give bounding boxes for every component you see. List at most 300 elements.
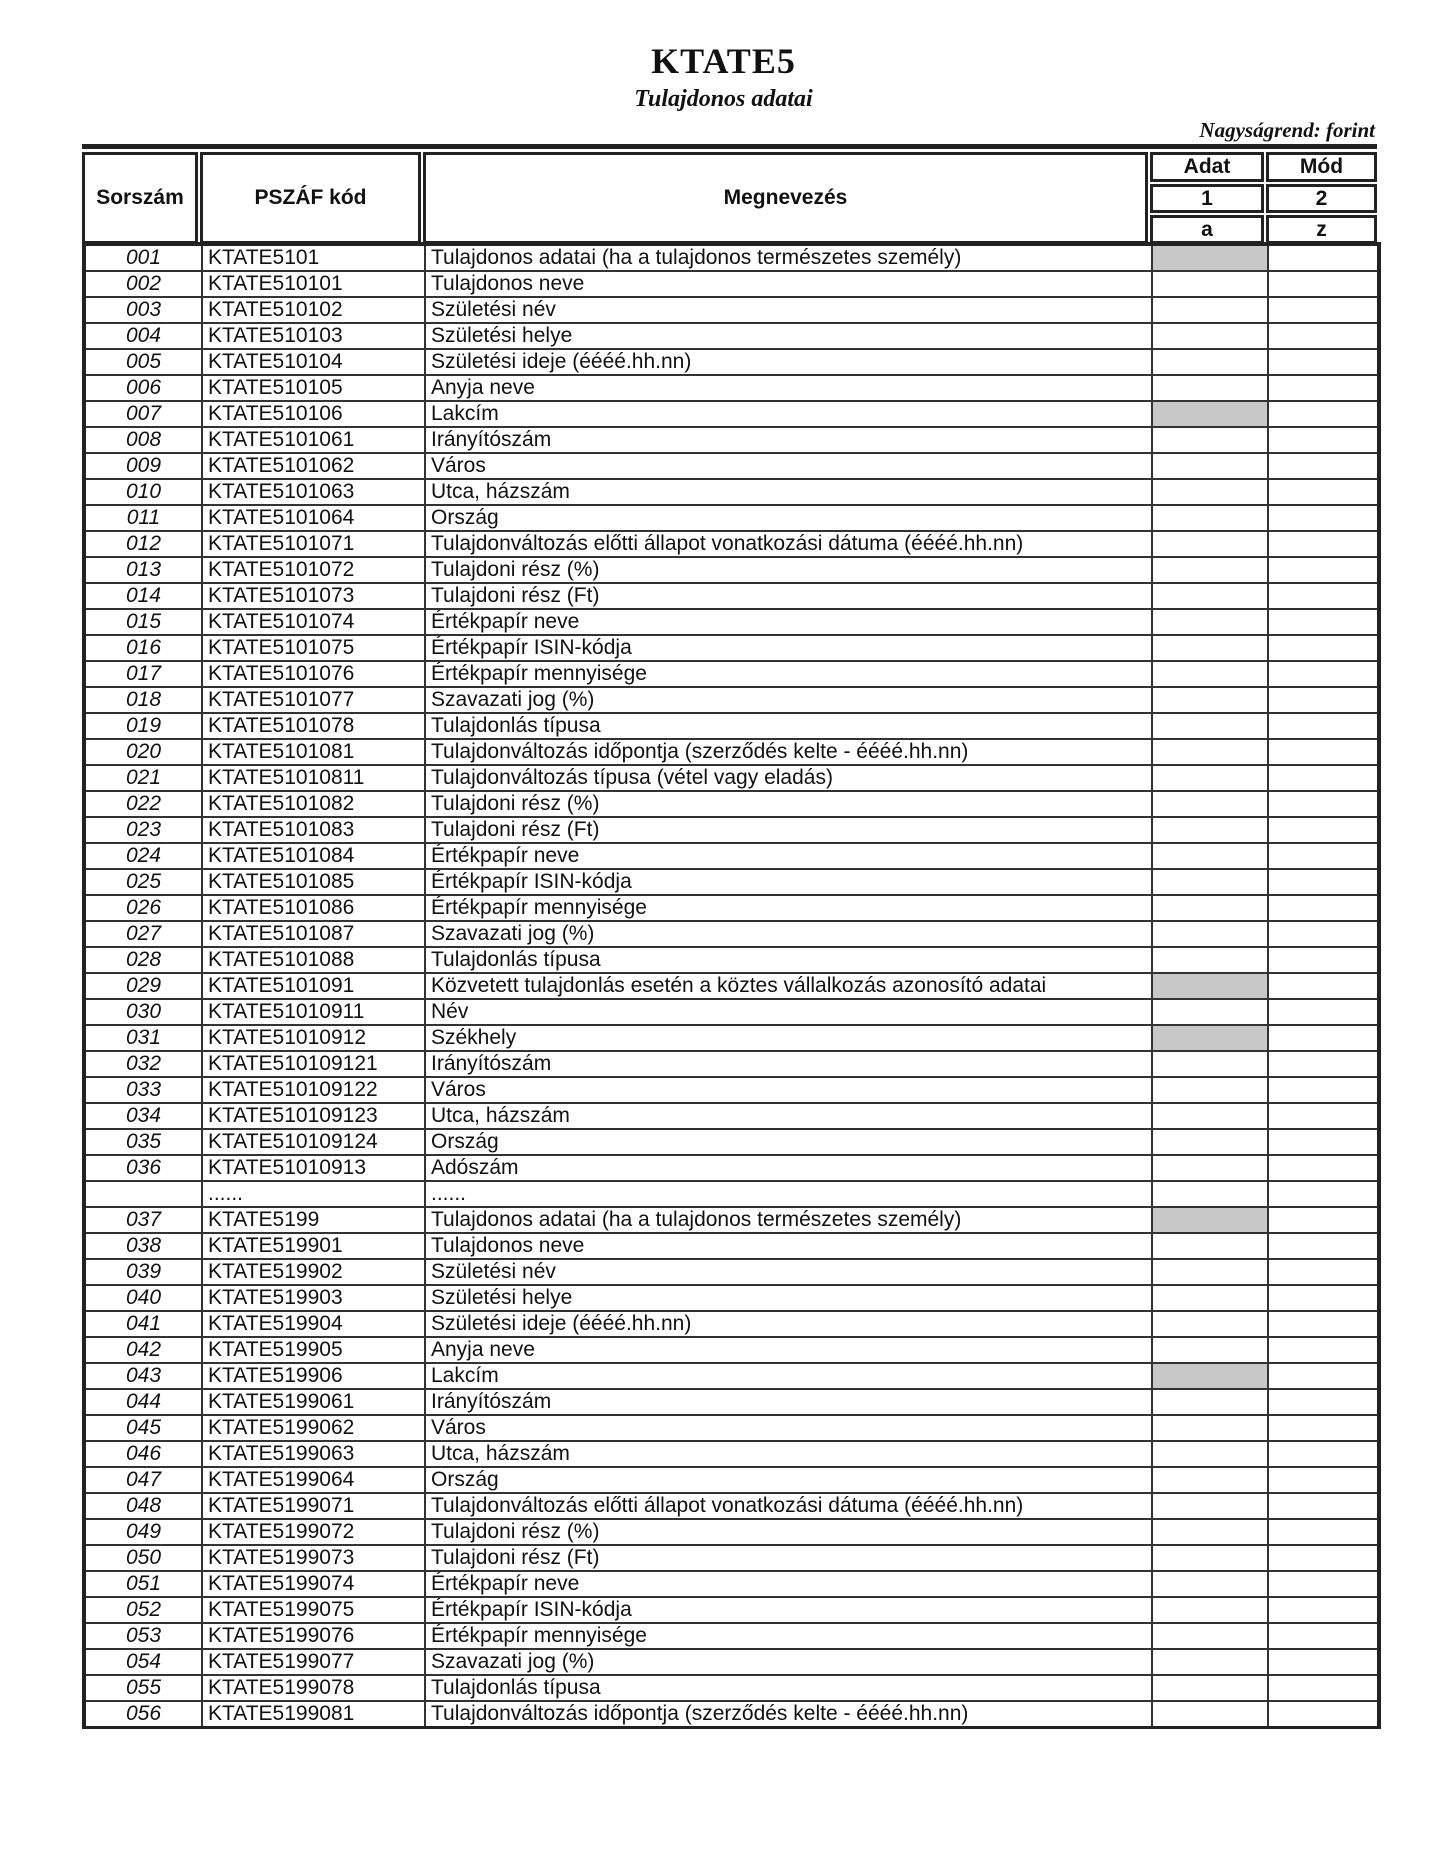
table-header (82, 144, 1377, 242)
row-sorszam: 037 (84, 1207, 202, 1233)
row-megnevezes: Utca, házszám (425, 1441, 1152, 1467)
row-mod-cell[interactable] (1268, 1025, 1379, 1051)
row-mod-cell[interactable] (1268, 1519, 1379, 1545)
row-megnevezes: Születési ideje (éééé.hh.nn) (425, 1311, 1152, 1337)
row-megnevezes: Város (425, 1415, 1152, 1441)
row-pszaf-kod: KTATE510109123 (202, 1103, 425, 1129)
table-row (84, 817, 1379, 843)
row-sorszam: 015 (84, 609, 202, 635)
table-row (84, 557, 1379, 583)
row-adat-cell[interactable] (1152, 323, 1268, 349)
row-pszaf-kod: KTATE510102 (202, 297, 425, 323)
row-pszaf-kod: KTATE519905 (202, 1337, 425, 1363)
row-mod-cell[interactable] (1268, 1155, 1379, 1181)
row-mod-cell[interactable] (1268, 1389, 1379, 1415)
row-sorszam: 003 (84, 297, 202, 323)
row-adat-cell[interactable] (1152, 244, 1268, 271)
table-row (84, 661, 1379, 687)
row-mod-cell[interactable] (1268, 1649, 1379, 1675)
row-megnevezes: Értékpapír mennyisége (425, 895, 1152, 921)
row-sorszam: 042 (84, 1337, 202, 1363)
table-row (84, 921, 1379, 947)
row-sorszam: 025 (84, 869, 202, 895)
page-subtitle: Tulajdonos adatai (634, 86, 813, 112)
row-sorszam: 040 (84, 1285, 202, 1311)
row-adat-cell[interactable] (1152, 1519, 1268, 1545)
row-adat-cell[interactable] (1152, 1701, 1268, 1728)
row-sorszam: 034 (84, 1103, 202, 1129)
row-megnevezes: Irányítószám (425, 1389, 1152, 1415)
row-sorszam: 052 (84, 1597, 202, 1623)
header-pszaf-kod: PSZÁF kód (200, 152, 421, 244)
row-mod-cell[interactable] (1268, 1233, 1379, 1259)
row-adat-cell[interactable] (1152, 1467, 1268, 1493)
row-pszaf-kod: KTATE5199063 (202, 1441, 425, 1467)
row-pszaf-kod: KTATE5101083 (202, 817, 425, 843)
row-pszaf-kod: KTATE5101073 (202, 583, 425, 609)
row-mod-cell[interactable] (1268, 323, 1379, 349)
row-mod-cell[interactable] (1268, 505, 1379, 531)
table-row (84, 1649, 1379, 1675)
row-pszaf-kod: KTATE5101091 (202, 973, 425, 999)
row-adat-cell[interactable] (1152, 635, 1268, 661)
table-row (84, 635, 1379, 661)
row-megnevezes: Lakcím (425, 1363, 1152, 1389)
row-sorszam: 035 (84, 1129, 202, 1155)
table-row (84, 895, 1379, 921)
table-body (84, 244, 1379, 1728)
row-pszaf-kod: KTATE5101081 (202, 739, 425, 765)
table-row (84, 1077, 1379, 1103)
row-pszaf-kod: KTATE510106 (202, 401, 425, 427)
row-megnevezes: Tulajdonváltozás előtti állapot vonatkozási dátuma (éééé.hh.nn) (425, 1493, 1152, 1519)
row-sorszam: 026 (84, 895, 202, 921)
row-megnevezes: Tulajdonlás típusa (425, 1675, 1152, 1701)
row-adat-cell[interactable] (1152, 1181, 1268, 1207)
row-sorszam: 047 (84, 1467, 202, 1493)
row-adat-cell[interactable] (1152, 1623, 1268, 1649)
row-pszaf-kod: KTATE5199 (202, 1207, 425, 1233)
table-row (84, 1025, 1379, 1051)
row-adat-cell[interactable] (1152, 505, 1268, 531)
row-mod-cell[interactable] (1268, 1129, 1379, 1155)
row-megnevezes: Anyja neve (425, 1337, 1152, 1363)
row-pszaf-kod: KTATE5199061 (202, 1389, 425, 1415)
row-sorszam: 056 (84, 1701, 202, 1728)
row-adat-cell[interactable] (1152, 1649, 1268, 1675)
row-adat-cell[interactable] (1152, 713, 1268, 739)
row-pszaf-kod: KTATE519904 (202, 1311, 425, 1337)
row-pszaf-kod: KTATE5101071 (202, 531, 425, 557)
row-megnevezes: Tulajdoni rész (Ft) (425, 583, 1152, 609)
row-mod-cell[interactable] (1268, 1701, 1379, 1728)
table-row (84, 739, 1379, 765)
table-row (84, 1311, 1379, 1337)
row-megnevezes: Születési helye (425, 1285, 1152, 1311)
table-row (84, 1129, 1379, 1155)
header-mod-num: 2 (1266, 184, 1377, 213)
row-megnevezes: Születési név (425, 1259, 1152, 1285)
row-megnevezes: Születési név (425, 297, 1152, 323)
row-adat-cell[interactable] (1152, 375, 1268, 401)
row-megnevezes: Lakcím (425, 401, 1152, 427)
row-sorszam: 021 (84, 765, 202, 791)
row-pszaf-kod: KTATE5101074 (202, 609, 425, 635)
row-sorszam: 012 (84, 531, 202, 557)
table-row (84, 1363, 1379, 1389)
row-adat-cell[interactable] (1152, 1545, 1268, 1571)
row-megnevezes: Értékpapír neve (425, 843, 1152, 869)
table-row (84, 401, 1379, 427)
row-mod-cell[interactable] (1268, 375, 1379, 401)
row-sorszam: 018 (84, 687, 202, 713)
row-mod-cell[interactable] (1268, 973, 1379, 999)
row-mod-cell[interactable] (1268, 1285, 1379, 1311)
table-row (84, 1467, 1379, 1493)
row-adat-cell[interactable] (1152, 791, 1268, 817)
row-sorszam: 011 (84, 505, 202, 531)
row-mod-cell[interactable] (1268, 947, 1379, 973)
row-megnevezes: Utca, házszám (425, 479, 1152, 505)
row-mod-cell[interactable] (1268, 1077, 1379, 1103)
table-row (84, 869, 1379, 895)
row-mod-cell[interactable] (1268, 583, 1379, 609)
row-megnevezes: Adószám (425, 1155, 1152, 1181)
row-adat-cell[interactable] (1152, 895, 1268, 921)
row-megnevezes: Tulajdonlás típusa (425, 947, 1152, 973)
table-row (84, 1051, 1379, 1077)
row-sorszam: 013 (84, 557, 202, 583)
row-pszaf-kod: KTATE5101086 (202, 895, 425, 921)
row-adat-cell[interactable] (1152, 1363, 1268, 1389)
row-pszaf-kod: KTATE5101087 (202, 921, 425, 947)
row-adat-cell[interactable] (1152, 297, 1268, 323)
row-megnevezes: Tulajdoni rész (Ft) (425, 1545, 1152, 1571)
row-mod-cell[interactable] (1268, 453, 1379, 479)
row-adat-cell[interactable] (1152, 1441, 1268, 1467)
table-row (84, 453, 1379, 479)
row-adat-cell[interactable] (1152, 271, 1268, 297)
table-row (84, 1233, 1379, 1259)
row-megnevezes: Tulajdonos neve (425, 1233, 1152, 1259)
row-megnevezes: Tulajdoni rész (%) (425, 1519, 1152, 1545)
header-mod-letter: z (1266, 215, 1377, 244)
row-pszaf-kod: KTATE510104 (202, 349, 425, 375)
row-pszaf-kod: KTATE519901 (202, 1233, 425, 1259)
row-sorszam: 006 (84, 375, 202, 401)
row-adat-cell[interactable] (1152, 999, 1268, 1025)
table-row (84, 297, 1379, 323)
row-sorszam: 041 (84, 1311, 202, 1337)
row-pszaf-kod: KTATE5101084 (202, 843, 425, 869)
row-pszaf-kod: KTATE5199071 (202, 1493, 425, 1519)
row-pszaf-kod: KTATE5101078 (202, 713, 425, 739)
row-mod-cell[interactable] (1268, 1415, 1379, 1441)
row-adat-cell[interactable] (1152, 1389, 1268, 1415)
table-row (84, 609, 1379, 635)
row-pszaf-kod: KTATE5101061 (202, 427, 425, 453)
row-adat-cell[interactable] (1152, 1285, 1268, 1311)
row-adat-cell[interactable] (1152, 1493, 1268, 1519)
row-sorszam: 005 (84, 349, 202, 375)
row-mod-cell[interactable] (1268, 1623, 1379, 1649)
row-mod-cell[interactable] (1268, 635, 1379, 661)
row-mod-cell[interactable] (1268, 479, 1379, 505)
row-megnevezes: Irányítószám (425, 1051, 1152, 1077)
row-adat-cell[interactable] (1152, 921, 1268, 947)
row-pszaf-kod: KTATE5101076 (202, 661, 425, 687)
row-megnevezes: Város (425, 1077, 1152, 1103)
row-mod-cell[interactable] (1268, 661, 1379, 687)
row-sorszam: 030 (84, 999, 202, 1025)
row-pszaf-kod: KTATE5199075 (202, 1597, 425, 1623)
row-mod-cell[interactable] (1268, 297, 1379, 323)
row-adat-cell[interactable] (1152, 1207, 1268, 1233)
row-adat-cell[interactable] (1152, 453, 1268, 479)
row-adat-cell[interactable] (1152, 1103, 1268, 1129)
row-adat-cell[interactable] (1152, 609, 1268, 635)
table-row (84, 1259, 1379, 1285)
row-pszaf-kod: KTATE5101088 (202, 947, 425, 973)
row-adat-cell[interactable] (1152, 947, 1268, 973)
row-mod-cell[interactable] (1268, 1051, 1379, 1077)
row-mod-cell[interactable] (1268, 1207, 1379, 1233)
row-adat-cell[interactable] (1152, 1259, 1268, 1285)
table-row (84, 999, 1379, 1025)
row-adat-cell[interactable] (1152, 1025, 1268, 1051)
row-mod-cell[interactable] (1268, 1597, 1379, 1623)
row-adat-cell[interactable] (1152, 1675, 1268, 1701)
row-adat-cell[interactable] (1152, 1051, 1268, 1077)
row-mod-cell[interactable] (1268, 1363, 1379, 1389)
header-sorszam: Sorszám (82, 152, 198, 244)
row-mod-cell[interactable] (1268, 999, 1379, 1025)
row-megnevezes: Tulajdoni rész (Ft) (425, 817, 1152, 843)
table-row (84, 687, 1379, 713)
row-mod-cell[interactable] (1268, 1467, 1379, 1493)
table-row (84, 479, 1379, 505)
row-megnevezes: Irányítószám (425, 427, 1152, 453)
row-pszaf-kod: ...... (202, 1181, 425, 1207)
row-mod-cell[interactable] (1268, 895, 1379, 921)
table-row (84, 1571, 1379, 1597)
row-pszaf-kod: KTATE51010911 (202, 999, 425, 1025)
row-pszaf-kod: KTATE5101064 (202, 505, 425, 531)
row-mod-cell[interactable] (1268, 869, 1379, 895)
row-adat-cell[interactable] (1152, 869, 1268, 895)
table-row (84, 1415, 1379, 1441)
row-sorszam: 032 (84, 1051, 202, 1077)
row-pszaf-kod: KTATE510109124 (202, 1129, 425, 1155)
row-sorszam: 022 (84, 791, 202, 817)
table-row (84, 1441, 1379, 1467)
row-pszaf-kod: KTATE510103 (202, 323, 425, 349)
unit-note: Nagyságrend: forint (1199, 118, 1375, 142)
row-adat-cell[interactable] (1152, 531, 1268, 557)
table-row (84, 1389, 1379, 1415)
row-adat-cell[interactable] (1152, 687, 1268, 713)
row-adat-cell[interactable] (1152, 401, 1268, 427)
row-adat-cell[interactable] (1152, 973, 1268, 999)
row-pszaf-kod: KTATE5101085 (202, 869, 425, 895)
row-megnevezes: Tulajdoni rész (%) (425, 791, 1152, 817)
table-row (84, 1701, 1379, 1728)
row-sorszam: 046 (84, 1441, 202, 1467)
row-adat-cell[interactable] (1152, 1571, 1268, 1597)
row-sorszam: 001 (84, 244, 202, 271)
row-megnevezes: Közvetett tulajdonlás esetén a köztes vállalkozás azonosító adatai (425, 973, 1152, 999)
row-pszaf-kod: KTATE5199076 (202, 1623, 425, 1649)
row-megnevezes: Értékpapír ISIN-kódja (425, 1597, 1152, 1623)
row-adat-cell[interactable] (1152, 583, 1268, 609)
table-row (84, 765, 1379, 791)
row-pszaf-kod: KTATE5101075 (202, 635, 425, 661)
table-row (84, 1519, 1379, 1545)
row-sorszam: 027 (84, 921, 202, 947)
row-megnevezes: Tulajdonváltozás előtti állapot vonatkozási dátuma (éééé.hh.nn) (425, 531, 1152, 557)
row-pszaf-kod: KTATE510109121 (202, 1051, 425, 1077)
row-mod-cell[interactable] (1268, 817, 1379, 843)
row-pszaf-kod: KTATE51010912 (202, 1025, 425, 1051)
row-pszaf-kod: KTATE510101 (202, 271, 425, 297)
row-megnevezes: Értékpapír ISIN-kódja (425, 869, 1152, 895)
row-megnevezes: Születési helye (425, 323, 1152, 349)
row-megnevezes: Értékpapír neve (425, 609, 1152, 635)
header-mod: Mód (1266, 152, 1377, 182)
row-mod-cell[interactable] (1268, 1545, 1379, 1571)
row-sorszam: 055 (84, 1675, 202, 1701)
row-mod-cell[interactable] (1268, 271, 1379, 297)
row-mod-cell[interactable] (1268, 1181, 1379, 1207)
row-mod-cell[interactable] (1268, 739, 1379, 765)
row-megnevezes: Ország (425, 1467, 1152, 1493)
row-adat-cell[interactable] (1152, 843, 1268, 869)
row-mod-cell[interactable] (1268, 687, 1379, 713)
row-mod-cell[interactable] (1268, 765, 1379, 791)
row-sorszam: 017 (84, 661, 202, 687)
row-adat-cell[interactable] (1152, 349, 1268, 375)
row-mod-cell[interactable] (1268, 1675, 1379, 1701)
row-sorszam: 049 (84, 1519, 202, 1545)
row-pszaf-kod: KTATE5199062 (202, 1415, 425, 1441)
row-mod-cell[interactable] (1268, 531, 1379, 557)
row-adat-cell[interactable] (1152, 1311, 1268, 1337)
row-megnevezes: Tulajdonos adatai (ha a tulajdonos természetes személy) (425, 244, 1152, 271)
row-sorszam: 028 (84, 947, 202, 973)
row-mod-cell[interactable] (1268, 713, 1379, 739)
row-pszaf-kod: KTATE5199081 (202, 1701, 425, 1728)
row-sorszam: 020 (84, 739, 202, 765)
row-mod-cell[interactable] (1268, 1259, 1379, 1285)
row-mod-cell[interactable] (1268, 557, 1379, 583)
table-row (84, 1181, 1379, 1207)
row-mod-cell[interactable] (1268, 1571, 1379, 1597)
row-sorszam: 045 (84, 1415, 202, 1441)
row-megnevezes: Szavazati jog (%) (425, 1649, 1152, 1675)
row-sorszam: 008 (84, 427, 202, 453)
table-row (84, 375, 1379, 401)
row-sorszam: 019 (84, 713, 202, 739)
row-mod-cell[interactable] (1268, 843, 1379, 869)
row-pszaf-kod: KTATE51010811 (202, 765, 425, 791)
row-sorszam: 007 (84, 401, 202, 427)
row-pszaf-kod: KTATE5101063 (202, 479, 425, 505)
row-mod-cell[interactable] (1268, 791, 1379, 817)
header-adat-letter: a (1150, 215, 1264, 244)
row-mod-cell[interactable] (1268, 349, 1379, 375)
row-adat-cell[interactable] (1152, 427, 1268, 453)
row-mod-cell[interactable] (1268, 244, 1379, 271)
data-table (82, 242, 1381, 1729)
row-pszaf-kod: KTATE5101082 (202, 791, 425, 817)
table-row (84, 1207, 1379, 1233)
table-row (84, 531, 1379, 557)
row-adat-cell[interactable] (1152, 1597, 1268, 1623)
page-title: KTATE5 (651, 41, 796, 81)
row-sorszam: 050 (84, 1545, 202, 1571)
row-adat-cell[interactable] (1152, 1233, 1268, 1259)
row-pszaf-kod: KTATE5101 (202, 244, 425, 271)
row-megnevezes: Anyja neve (425, 375, 1152, 401)
row-adat-cell[interactable] (1152, 765, 1268, 791)
row-megnevezes: Szavazati jog (%) (425, 921, 1152, 947)
row-mod-cell[interactable] (1268, 1103, 1379, 1129)
row-mod-cell[interactable] (1268, 427, 1379, 453)
row-megnevezes: Utca, házszám (425, 1103, 1152, 1129)
row-megnevezes: Értékpapír mennyisége (425, 1623, 1152, 1649)
table-row (84, 791, 1379, 817)
table-row (84, 947, 1379, 973)
row-megnevezes: Tulajdonváltozás típusa (vétel vagy eladás) (425, 765, 1152, 791)
row-mod-cell[interactable] (1268, 401, 1379, 427)
row-mod-cell[interactable] (1268, 921, 1379, 947)
row-adat-cell[interactable] (1152, 1415, 1268, 1441)
row-mod-cell[interactable] (1268, 1311, 1379, 1337)
row-adat-cell[interactable] (1152, 557, 1268, 583)
row-megnevezes: Tulajdoni rész (%) (425, 557, 1152, 583)
row-mod-cell[interactable] (1268, 1441, 1379, 1467)
row-sorszam: 036 (84, 1155, 202, 1181)
row-adat-cell[interactable] (1152, 661, 1268, 687)
table-row (84, 427, 1379, 453)
row-adat-cell[interactable] (1152, 1077, 1268, 1103)
row-sorszam (84, 1181, 202, 1207)
row-pszaf-kod: KTATE5199072 (202, 1519, 425, 1545)
row-sorszam: 053 (84, 1623, 202, 1649)
row-pszaf-kod: KTATE5199078 (202, 1675, 425, 1701)
row-adat-cell[interactable] (1152, 479, 1268, 505)
row-mod-cell[interactable] (1268, 1337, 1379, 1363)
table-row (84, 1285, 1379, 1311)
row-megnevezes: Értékpapír neve (425, 1571, 1152, 1597)
row-sorszam: 004 (84, 323, 202, 349)
row-adat-cell[interactable] (1152, 1129, 1268, 1155)
row-sorszam: 033 (84, 1077, 202, 1103)
table-row (84, 1155, 1379, 1181)
row-megnevezes: Értékpapír ISIN-kódja (425, 635, 1152, 661)
row-adat-cell[interactable] (1152, 817, 1268, 843)
table-row (84, 1337, 1379, 1363)
row-mod-cell[interactable] (1268, 1493, 1379, 1519)
row-adat-cell[interactable] (1152, 739, 1268, 765)
row-megnevezes: Név (425, 999, 1152, 1025)
row-pszaf-kod: KTATE51010913 (202, 1155, 425, 1181)
row-adat-cell[interactable] (1152, 1155, 1268, 1181)
row-mod-cell[interactable] (1268, 609, 1379, 635)
row-pszaf-kod: KTATE5101072 (202, 557, 425, 583)
row-pszaf-kod: KTATE519902 (202, 1259, 425, 1285)
row-adat-cell[interactable] (1152, 1337, 1268, 1363)
